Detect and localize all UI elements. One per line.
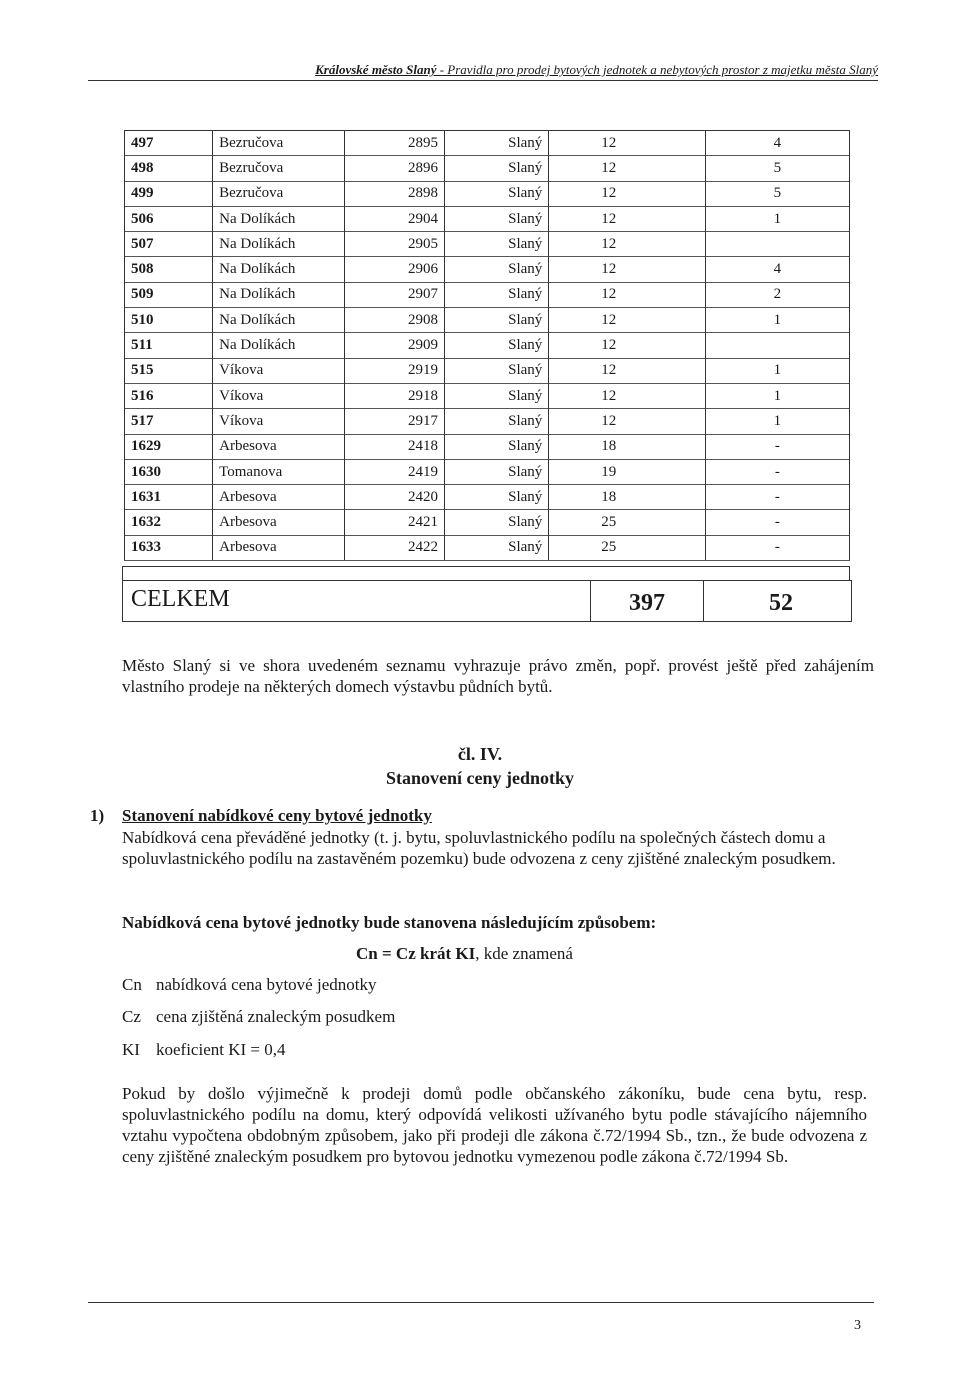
table-row (125, 485, 850, 510)
nonresidential-count-cell: 1 (705, 358, 849, 383)
town-cell: Slaný (444, 535, 548, 560)
table-row (125, 358, 850, 383)
nonresidential-count-cell: 5 (705, 181, 849, 206)
definition-cz (122, 1007, 395, 1027)
unit-count-cell: 12 (549, 358, 705, 383)
house-number-cell: 2918 (344, 383, 444, 408)
unit-number-cell: 510 (125, 308, 213, 333)
unit-count-cell: 25 (549, 535, 705, 560)
table-row (125, 257, 850, 282)
unit-count-cell: 12 (549, 282, 705, 307)
town-cell: Slaný (444, 156, 548, 181)
definition-ki (122, 1040, 286, 1060)
nonresidential-count-cell: 1 (705, 308, 849, 333)
unit-number-cell: 1630 (125, 459, 213, 484)
unit-number-cell: 517 (125, 409, 213, 434)
town-cell: Slaný (444, 485, 548, 510)
unit-count-cell: 12 (549, 333, 705, 358)
table-row (125, 282, 850, 307)
street-cell: Na Dolíkách (213, 282, 345, 307)
unit-count-cell: 12 (549, 383, 705, 408)
house-number-cell: 2908 (344, 308, 444, 333)
total-label: CELKEM (131, 586, 230, 612)
unit-number-cell: 497 (125, 131, 213, 156)
street-cell: Bezručova (213, 131, 345, 156)
unit-number-cell: 515 (125, 358, 213, 383)
nonresidential-count-cell: - (705, 485, 849, 510)
table-row (125, 232, 850, 257)
table-row (125, 510, 850, 535)
street-cell: Na Dolíkách (213, 206, 345, 231)
street-cell: Na Dolíkách (213, 333, 345, 358)
table-row (125, 206, 850, 231)
street-cell: Arbesova (213, 510, 345, 535)
town-cell: Slaný (444, 409, 548, 434)
nonresidential-count-cell: - (705, 535, 849, 560)
house-number-cell: 2909 (344, 333, 444, 358)
table-row (125, 181, 850, 206)
definition-text: nabídková cena bytové jednotky (156, 975, 377, 994)
town-cell: Slaný (444, 206, 548, 231)
house-number-cell: 2418 (344, 434, 444, 459)
town-cell: Slaný (444, 232, 548, 257)
unit-number-cell: 1633 (125, 535, 213, 560)
house-number-cell: 2917 (344, 409, 444, 434)
header-town: Královské město Slaný (315, 62, 437, 77)
street-cell: Na Dolíkách (213, 308, 345, 333)
definition-symbol: KI (122, 1040, 140, 1059)
nonresidential-count-cell: 4 (705, 257, 849, 282)
house-number-cell: 2896 (344, 156, 444, 181)
street-cell: Víkova (213, 358, 345, 383)
nonresidential-count-cell: 1 (705, 206, 849, 231)
table-row (125, 409, 850, 434)
table-total-row (122, 580, 852, 622)
unit-number-cell: 498 (125, 156, 213, 181)
unit-count-cell: 19 (549, 459, 705, 484)
unit-number-cell: 1629 (125, 434, 213, 459)
page-number: 3 (854, 1318, 861, 1333)
unit-number-cell: 499 (125, 181, 213, 206)
definition-cn (122, 975, 376, 995)
house-number-cell: 2904 (344, 206, 444, 231)
street-cell: Arbesova (213, 535, 345, 560)
nonresidential-count-cell (705, 333, 849, 358)
town-cell: Slaný (444, 383, 548, 408)
formula-suffix: , kde znamená (475, 944, 573, 963)
unit-number-cell: 509 (125, 282, 213, 307)
unit-number-cell: 1632 (125, 510, 213, 535)
definition-text: koeficient KI = 0,4 (156, 1040, 286, 1059)
street-cell: Bezručova (213, 156, 345, 181)
town-cell: Slaný (444, 333, 548, 358)
house-number-cell: 2905 (344, 232, 444, 257)
town-cell: Slaný (444, 459, 548, 484)
unit-number-cell: 1631 (125, 485, 213, 510)
house-number-cell: 2919 (344, 358, 444, 383)
table-row (125, 535, 850, 560)
unit-number-cell: 511 (125, 333, 213, 358)
town-cell: Slaný (444, 257, 548, 282)
house-number-cell: 2906 (344, 257, 444, 282)
total-nonresidential: 52 (769, 590, 793, 616)
street-cell: Arbesova (213, 434, 345, 459)
nonresidential-count-cell: 1 (705, 409, 849, 434)
unit-count-cell: 12 (549, 156, 705, 181)
unit-number-cell: 508 (125, 257, 213, 282)
footer-divider (88, 1302, 874, 1303)
section-text: Nabídková cena převáděné jednotky (t. j. bytu, spoluvlastnického podílu na společných částech domu a spoluvlastnického podílu na zastavěném pozemku) bude odvozena z ceny zjištěné znaleckým posudkem. (122, 828, 836, 868)
table-spacer (122, 566, 850, 581)
article-title: Stanovení ceny jednotky (385, 768, 574, 788)
town-cell: Slaný (444, 358, 548, 383)
unit-count-cell: 12 (549, 181, 705, 206)
page-header (88, 62, 878, 81)
unit-count-cell: 12 (549, 232, 705, 257)
table-row (125, 131, 850, 156)
street-cell: Na Dolíkách (213, 232, 345, 257)
house-number-cell: 2422 (344, 535, 444, 560)
housing-units-table (124, 130, 850, 561)
section-number: 1) (90, 806, 105, 825)
definition-text: cena zjištěná znaleckým posudkem (156, 1007, 396, 1026)
street-cell: Víkova (213, 409, 345, 434)
table-row (125, 434, 850, 459)
house-number-cell: 2898 (344, 181, 444, 206)
house-number-cell: 2907 (344, 282, 444, 307)
unit-number-cell: 506 (125, 206, 213, 231)
house-number-cell: 2895 (344, 131, 444, 156)
street-cell: Víkova (213, 383, 345, 408)
reservation-paragraph: Město Slaný si ve shora uvedeném seznamu vyhrazuje právo změn, popř. provést ještě před zahájením vlastního prodeje na některých domech výstavbu půdních bytů. (122, 656, 874, 696)
nonresidential-count-cell: 4 (705, 131, 849, 156)
unit-count-cell: 25 (549, 510, 705, 535)
nonresidential-count-cell (705, 232, 849, 257)
unit-count-cell: 12 (549, 308, 705, 333)
unit-count-cell: 12 (549, 409, 705, 434)
unit-count-cell: 18 (549, 485, 705, 510)
town-cell: Slaný (444, 510, 548, 535)
unit-number-cell: 507 (125, 232, 213, 257)
nonresidential-count-cell: - (705, 434, 849, 459)
unit-count-cell: 12 (549, 131, 705, 156)
unit-number-cell: 516 (125, 383, 213, 408)
definition-symbol: Cz (122, 1007, 141, 1026)
nonresidential-count-cell: 2 (705, 282, 849, 307)
house-number-cell: 2420 (344, 485, 444, 510)
town-cell: Slaný (444, 181, 548, 206)
header-subtitle: - Pravidla pro prodej bytových jednotek a nebytových prostor z majetku města Slaný (436, 62, 878, 77)
town-cell: Slaný (444, 434, 548, 459)
unit-count-cell: 12 (549, 206, 705, 231)
street-cell: Tomanova (213, 459, 345, 484)
total-count: 397 (590, 581, 704, 621)
town-cell: Slaný (444, 308, 548, 333)
price-formula (356, 944, 573, 964)
town-cell: Slaný (444, 131, 548, 156)
table-row (125, 308, 850, 333)
exception-paragraph: Pokud by došlo výjimečně k prodeji domů podle občanského zákoníku, bude cena bytu, resp. spoluvlastnického podílu na domu, který odpovídá velikosti užívaného bytu podle stávajícího nájemního vztahu vypočtena obdobným způsobem, jako při prodeji dle zákona č.72/1994 Sb., tzn., že bude odvozena z ceny zjištěné znaleckým posudkem pro bytovou jednotku vymezenou podle zákona č.72/1994 Sb. (122, 1084, 867, 1166)
nonresidential-count-cell: 5 (705, 156, 849, 181)
method-heading: Nabídková cena bytové jednotky bude stanovena následujícím způsobem: (122, 913, 657, 932)
street-cell: Bezručova (213, 181, 345, 206)
town-cell: Slaný (444, 282, 548, 307)
table-row (125, 156, 850, 181)
section-title: Stanovení nabídkové ceny bytové jednotky (122, 806, 432, 825)
table-row (125, 459, 850, 484)
street-cell: Na Dolíkách (213, 257, 345, 282)
street-cell: Arbesova (213, 485, 345, 510)
unit-count-cell: 18 (549, 434, 705, 459)
nonresidential-count-cell: 1 (705, 383, 849, 408)
article-number: čl. IV. (457, 744, 503, 764)
nonresidential-count-cell: - (705, 510, 849, 535)
table-row (125, 383, 850, 408)
table-row (125, 333, 850, 358)
house-number-cell: 2419 (344, 459, 444, 484)
house-number-cell: 2421 (344, 510, 444, 535)
formula-expression: Cn = Cz krát KI (356, 944, 476, 963)
definition-symbol: Cn (122, 975, 142, 994)
nonresidential-count-cell: - (705, 459, 849, 484)
unit-count-cell: 12 (549, 257, 705, 282)
